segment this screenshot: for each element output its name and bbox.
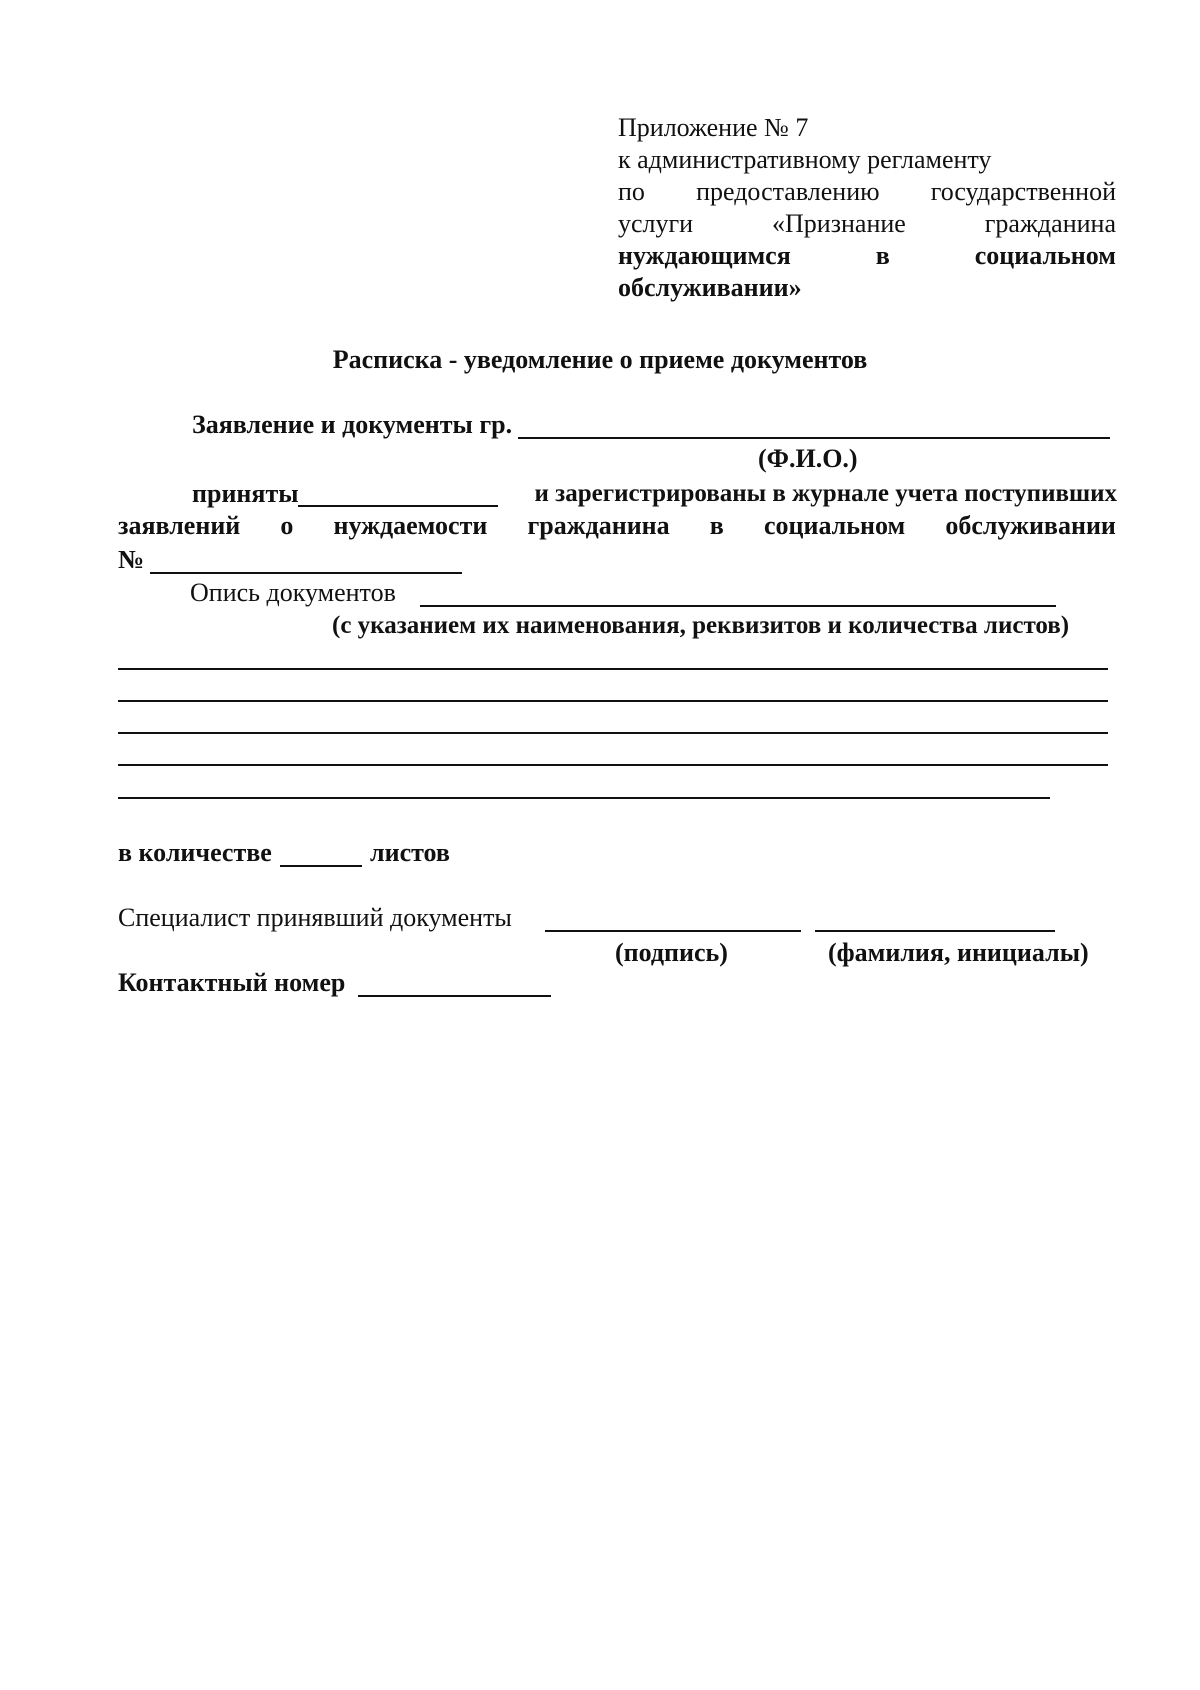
number-sign: № [118,545,145,574]
inventory-caption: (с указанием их наименования, реквизитов и количества листов) [332,612,1070,639]
annex-line-3: по предоставлению государственной [618,177,1116,206]
fio-caption: (Ф.И.О.) [758,444,858,473]
signature-field[interactable] [545,930,801,932]
inventory-field[interactable] [420,605,1056,607]
specialist-label: Специалист принявший документы [118,903,512,932]
name-field[interactable] [815,930,1055,932]
blank-line-4[interactable] [118,764,1108,766]
quantity-field[interactable] [280,865,362,867]
fio-field[interactable] [518,437,1110,439]
accepted-label: приняты [192,479,299,508]
registered-text: и зарегистрированы в журнале учета поступивших [534,480,1117,507]
annex-number: Приложение № 7 [618,113,809,142]
document-title: Расписка - уведомление о приеме документов [332,345,868,374]
contact-label: Контактный номер [118,968,346,997]
accepted-date-field[interactable] [298,505,498,507]
needs-line: заявлений о нуждаемости гражданина в социальном обслуживании [118,511,1116,540]
annex-line-6: обслуживании» [618,273,802,302]
blank-line-2[interactable] [118,700,1108,702]
blank-line-5[interactable] [118,797,1050,799]
annex-regulation: к административному регламенту [618,145,992,174]
annex-line-4: услуги «Признание гражданина [618,209,1116,238]
signature-caption: (подпись) [615,938,728,967]
blank-line-3[interactable] [118,732,1108,734]
registration-number-field[interactable] [150,572,462,574]
quantity-suffix: листов [370,838,450,867]
annex-line-5: нуждающимся в социальном [618,241,1116,270]
contact-number-field[interactable] [358,995,551,997]
blank-line-1[interactable] [118,668,1108,670]
name-caption: (фамилия, инициалы) [828,938,1089,967]
inventory-label: Опись документов [190,578,396,607]
application-label: Заявление и документы гр. [192,410,513,439]
quantity-prefix: в количестве [118,838,272,867]
